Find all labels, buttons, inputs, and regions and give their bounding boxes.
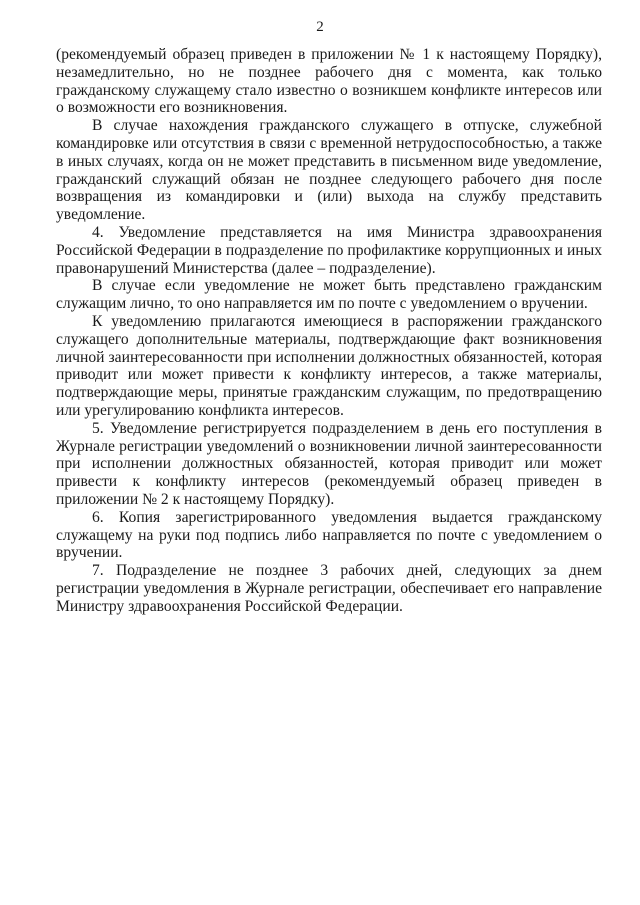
- paragraph-item-6: 6. Копия зарегистрированного уведомления выдается гражданскому служащему на руки под подпись либо направляется по почте с уведомлением о вручении.: [56, 508, 602, 562]
- paragraph-continuation: (рекомендуемый образец приведен в приложении № 1 к настоящему Порядку), незамедлительно, но не позднее рабочего дня с момента, как только гражданскому служащему стало известно о возникшем конфликте интересов или о возможности его возникновения.: [56, 46, 602, 117]
- paragraph-item-4: 4. Уведомление представляется на имя Министра здравоохранения Российской Федерации в подразделение по профилактике коррупционных и иных правонарушений Министерства (далее – подразделение).: [56, 223, 602, 277]
- paragraph-attachments: К уведомлению прилагаются имеющиеся в распоряжении гражданского служащего дополнительные материалы, подтверждающие факт возникновения личной заинтересованности при исполнении должностных обязанностей, которая приводит или может привести к конфликту интересов, а также материалы, подтверждающие меры, принятые гражданским служащим, по предотвращению или урегулированию конфликта интересов.: [56, 312, 602, 419]
- document-body: [56, 46, 602, 616]
- paragraph-mail-delivery: В случае если уведомление не может быть представлено гражданским служащим лично, то оно направляется им по почте с уведомлением о вручении.: [56, 277, 602, 313]
- paragraph-item-5: 5. Уведомление регистрируется подразделением в день его поступления в Журнале регистрации уведомлений о возникновении личной заинтересованности при исполнении должностных обязанностей, которая приводит или может привести к конфликту интересов (рекомендуемый образец приведен в приложении № 2 к настоящему Порядку).: [56, 419, 602, 508]
- page-number: 2: [316, 19, 324, 35]
- paragraph-item-7: 7. Подразделение не позднее 3 рабочих дней, следующих за днем регистрации уведомления в Журнале регистрации, обеспечивает его направление Министру здравоохранения Российской Федерации.: [56, 562, 602, 615]
- paragraph-absence-case: В случае нахождения гражданского служащего в отпуске, служебной командировке или отсутствия в связи с временной нетрудоспособностью, а также в иных случаях, когда он не может представить в письменном виде уведомление, гражданский служащий обязан не позднее следующего рабочего дня после возвращения из командировки и (или) выхода на службу представить уведомление.: [56, 117, 602, 224]
